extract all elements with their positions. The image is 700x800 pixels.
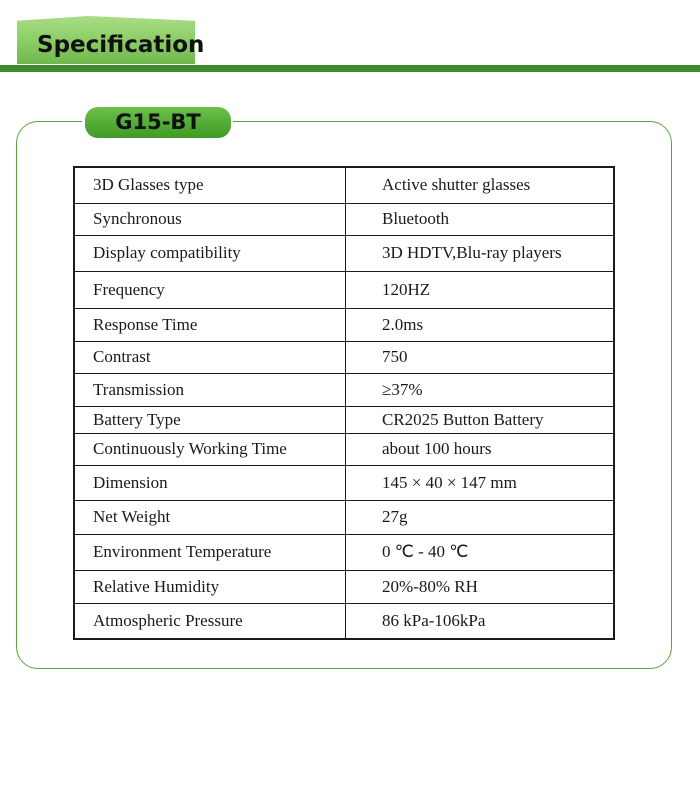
table-row — [74, 406, 614, 433]
spec-table — [73, 166, 615, 640]
table-row — [74, 603, 614, 639]
spec-value: Bluetooth — [346, 203, 615, 235]
spec-value: 86 kPa-106kPa — [346, 603, 615, 639]
spec-value: CR2025 Button Battery — [346, 406, 615, 433]
table-row — [74, 465, 614, 500]
spec-label: Frequency — [74, 271, 346, 308]
table-row — [74, 235, 614, 271]
spec-label: Contrast — [74, 341, 346, 373]
spec-label: Dimension — [74, 465, 346, 500]
table-row — [74, 373, 614, 406]
spec-value: 120HZ — [346, 271, 615, 308]
table-row — [74, 570, 614, 603]
table-row — [74, 341, 614, 373]
spec-label: Synchronous — [74, 203, 346, 235]
spec-label: Relative Humidity — [74, 570, 346, 603]
spec-label: Battery Type — [74, 406, 346, 433]
spec-label: Response Time — [74, 308, 346, 341]
table-row — [74, 534, 614, 570]
page-title: Specification — [37, 32, 205, 58]
table-row — [74, 500, 614, 534]
table-row — [74, 433, 614, 465]
spec-value: 2.0ms — [346, 308, 615, 341]
spec-label: Atmospheric Pressure — [74, 603, 346, 639]
spec-value: 0 ℃ - 40 ℃ — [346, 534, 615, 570]
spec-label: Environment Temperature — [74, 534, 346, 570]
spec-label: Transmission — [74, 373, 346, 406]
spec-label: 3D Glasses type — [74, 167, 346, 203]
model-name: G15-BT — [115, 110, 201, 134]
table-row — [74, 308, 614, 341]
spec-label: Display compatibility — [74, 235, 346, 271]
table-row — [74, 271, 614, 308]
spec-value: 145 × 40 × 147 mm — [346, 465, 615, 500]
spec-value: 3D HDTV,Blu-ray players — [346, 235, 615, 271]
table-row — [74, 203, 614, 235]
spec-value: ≥37% — [346, 373, 615, 406]
table-row — [74, 167, 614, 203]
spec-value: 27g — [346, 500, 615, 534]
header-divider — [0, 65, 700, 72]
spec-value: Active shutter glasses — [346, 167, 615, 203]
spec-value: 750 — [346, 341, 615, 373]
spec-label: Net Weight — [74, 500, 346, 534]
spec-label: Continuously Working Time — [74, 433, 346, 465]
spec-value: about 100 hours — [346, 433, 615, 465]
spec-value: 20%-80% RH — [346, 570, 615, 603]
